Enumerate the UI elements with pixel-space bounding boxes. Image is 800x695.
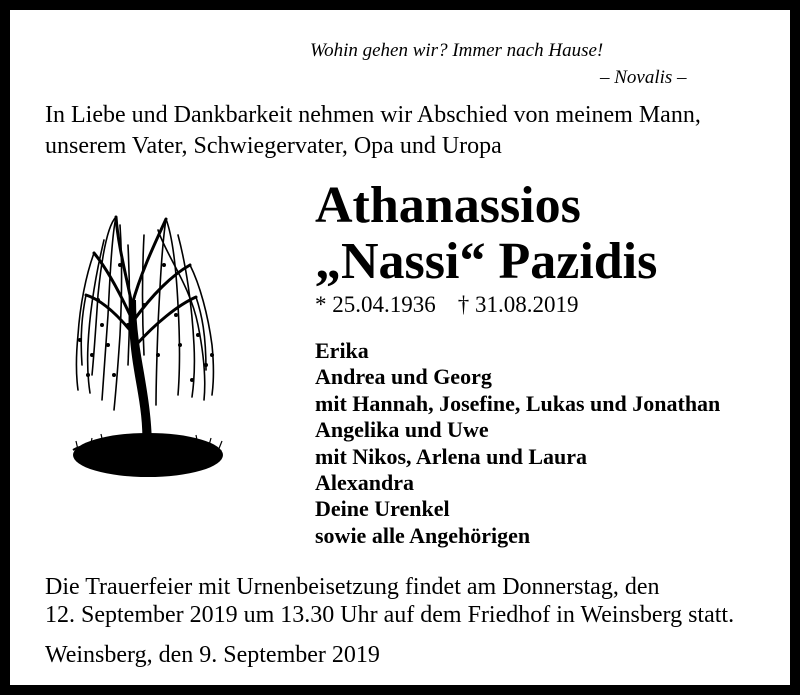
intro-text xyxy=(45,100,701,162)
life-dates xyxy=(315,292,579,318)
death-date: † 31.08.2019 xyxy=(457,292,579,317)
mourner-line: Erika xyxy=(315,338,369,363)
weeping-willow-icon xyxy=(68,205,228,495)
birth-date: * 25.04.1936 xyxy=(315,292,436,317)
name-line: Athanassios xyxy=(315,177,581,234)
mourner-line: Alexandra xyxy=(315,470,414,496)
mourner-line: Angelika und Uwe xyxy=(315,417,489,443)
mourner-line: Deine Urenkel xyxy=(315,496,450,522)
ceremony-info xyxy=(45,573,734,629)
intro-line: In Liebe und Dankbarkeit nehmen wir Abschied von meinem Mann, xyxy=(45,102,701,128)
mourner-line: Andrea und Georg xyxy=(315,364,492,390)
name-line: „Nassi“ Pazidis xyxy=(315,233,658,290)
deceased-name xyxy=(315,178,657,290)
quote-text: Wohin gehen wir? Immer nach Hause! xyxy=(310,40,604,61)
quote-author: – Novalis – xyxy=(600,67,687,88)
mourner-line: mit Nikos, Arlena und Laura xyxy=(315,443,587,469)
ceremony-line: 12. September 2019 um 13.30 Uhr auf dem Friedhof in Weinsberg statt. xyxy=(45,602,735,628)
mourner-line: sowie alle Angehörigen xyxy=(315,522,531,548)
ceremony-line: Die Trauerfeier mit Urnenbeisetzung findet am Donnerstag, den xyxy=(45,574,660,600)
place-date: Weinsberg, den 9. September 2019 xyxy=(45,642,380,668)
mourner-line: mit Hannah, Josefine, Lukas und Jonathan xyxy=(315,390,721,416)
intro-line: unserem Vater, Schwiegervater, Opa und Uropa xyxy=(45,133,502,159)
mourners-list xyxy=(315,338,720,549)
